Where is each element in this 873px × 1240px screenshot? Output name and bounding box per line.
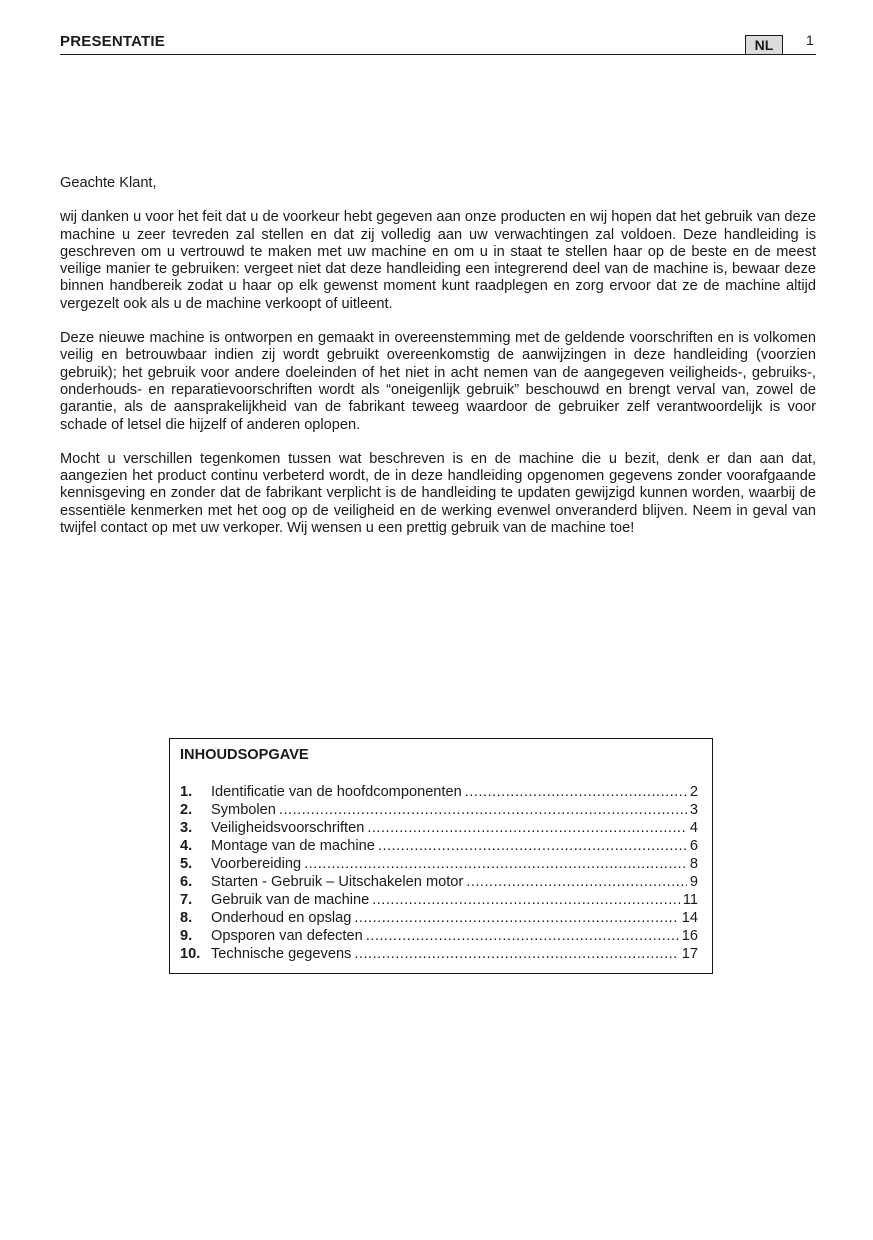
toc-leader-dots	[465, 783, 687, 801]
toc-item[interactable]	[180, 927, 698, 945]
toc-item[interactable]	[180, 819, 698, 837]
paragraph-differences: Mocht u verschillen tegenkomen tussen wat beschreven is en de machine die u bezit, denk er dan aan dat, aangezien het product continu verbeterd wordt, de in deze handleiding opgenomen gegevens zonder voorafgaande kennisgeving en zonder dat de fabrikant verplicht is de handleiding te updaten gewijzigd kunnen worden, waarbij de essentiële kenmerken met het oog op de veiligheid en de werking evenwel onveranderd blijven. Neem in geval van twijfel contact op met uw verkoper. Wij wensen u een prettig gebruik van de machine toe!	[60, 450, 816, 537]
toc-item-number: 10.	[180, 946, 201, 962]
toc-item-page: 11	[682, 892, 698, 908]
toc-leader-dots	[466, 873, 687, 891]
toc-leader-dots	[372, 891, 680, 909]
toc-item-label: Starten - Gebruik – Uitschakelen motor	[211, 874, 464, 890]
toc-item-label: Voorbereiding	[211, 856, 302, 872]
toc-item-label: Opsporen van defecten	[211, 928, 363, 944]
toc-leader-dots	[354, 909, 678, 927]
toc-title: INHOUDSOPGAVE	[180, 747, 309, 763]
toc-leader-dots	[279, 801, 687, 819]
toc-item-number: 5.	[180, 856, 193, 872]
toc-item[interactable]	[180, 909, 698, 927]
toc-list	[180, 783, 698, 963]
toc-item-label: Onderhoud en opslag	[211, 910, 352, 926]
toc-item-number: 3.	[180, 820, 193, 836]
page-header	[60, 32, 816, 55]
toc-item-label: Identificatie van de hoofdcomponenten	[211, 784, 462, 800]
toc-item[interactable]	[180, 945, 698, 963]
toc-item[interactable]	[180, 783, 698, 801]
toc-leader-dots	[367, 819, 687, 837]
toc-item-number: 9.	[180, 928, 193, 944]
toc-item-number: 1.	[180, 784, 193, 800]
paragraph-safety: Deze nieuwe machine is ontworpen en gemaakt in overeenstemming met de geldende voorschriften en is volkomen veilig en betrouwbaar indien zij wordt gebruikt overeenkomstig de aanwijzingen in deze handleiding (voorzien gebruik); het gebruik voor andere doeleinden of het niet in acht nemen van de aangegeven veiligheids-, gebruiks-, onderhouds- en reparatievoorschriften wordt als “oneigenlijk gebruik” beschouwd en brengt verval van, zowel de garantie, als de aansprakelijkheid van de fabrikant teweeg waardoor de gebruiker zelf verantwoordelijk is voor schade of letsel die hijzelf of anderen oplopen.	[60, 330, 816, 433]
paragraph-intro: wij danken u voor het feit dat u de voorkeur hebt gegeven aan onze producten en wij hopen dat het gebruik van deze machine u zeer tevreden zal stellen en dat zij volledig aan uw verwachtingen zal voldoen. Deze handleiding is geschreven om u vertrouwd te maken met uw machine en om u in staat te stellen haar op de beste en de meest veilige manier te gebruiken: vergeet niet dat deze handleiding een integrerend deel van de machine is, bewaar deze binnen handbereik zodat u haar op elk gewenst moment kunt raadplegen en zorg ervoor dat ze de machine altijd vergezelt ook als u de machine verkoopt of uitleent.	[60, 209, 816, 312]
toc-item-number: 8.	[180, 910, 193, 926]
letter-body	[60, 175, 816, 554]
salutation: Geachte Klant,	[60, 175, 157, 191]
toc-item[interactable]	[180, 837, 698, 855]
toc-leader-dots	[354, 945, 678, 963]
toc-leader-dots	[378, 837, 687, 855]
toc-item-label: Gebruik van de machine	[211, 892, 370, 908]
toc-item[interactable]	[180, 891, 698, 909]
toc-item-page: 16	[681, 928, 698, 944]
toc-item-page: 3	[689, 802, 698, 818]
toc-item-label: Technische gegevens	[211, 946, 352, 962]
toc-item-label: Symbolen	[211, 802, 276, 818]
toc-item-page: 6	[689, 838, 698, 854]
language-badge: NL	[745, 35, 783, 54]
toc-item[interactable]	[180, 801, 698, 819]
toc-item-page: 2	[689, 784, 698, 800]
table-of-contents	[169, 738, 713, 974]
toc-item-page: 9	[689, 874, 698, 890]
toc-item-number: 4.	[180, 838, 193, 854]
toc-item-number: 7.	[180, 892, 193, 908]
toc-leader-dots	[304, 855, 687, 873]
section-title: PRESENTATIE	[60, 33, 165, 50]
toc-item-label: Veiligheidsvoorschriften	[211, 820, 365, 836]
toc-item[interactable]	[180, 873, 698, 891]
toc-item-page: 17	[681, 946, 698, 962]
toc-item[interactable]	[180, 855, 698, 873]
toc-item-page: 4	[689, 820, 698, 836]
toc-item-number: 6.	[180, 874, 193, 890]
page-number: 1	[806, 32, 814, 48]
toc-item-label: Montage van de machine	[211, 838, 375, 854]
toc-leader-dots	[366, 927, 679, 945]
toc-item-page: 8	[689, 856, 698, 872]
toc-item-page: 14	[681, 910, 698, 926]
toc-item-number: 2.	[180, 802, 193, 818]
